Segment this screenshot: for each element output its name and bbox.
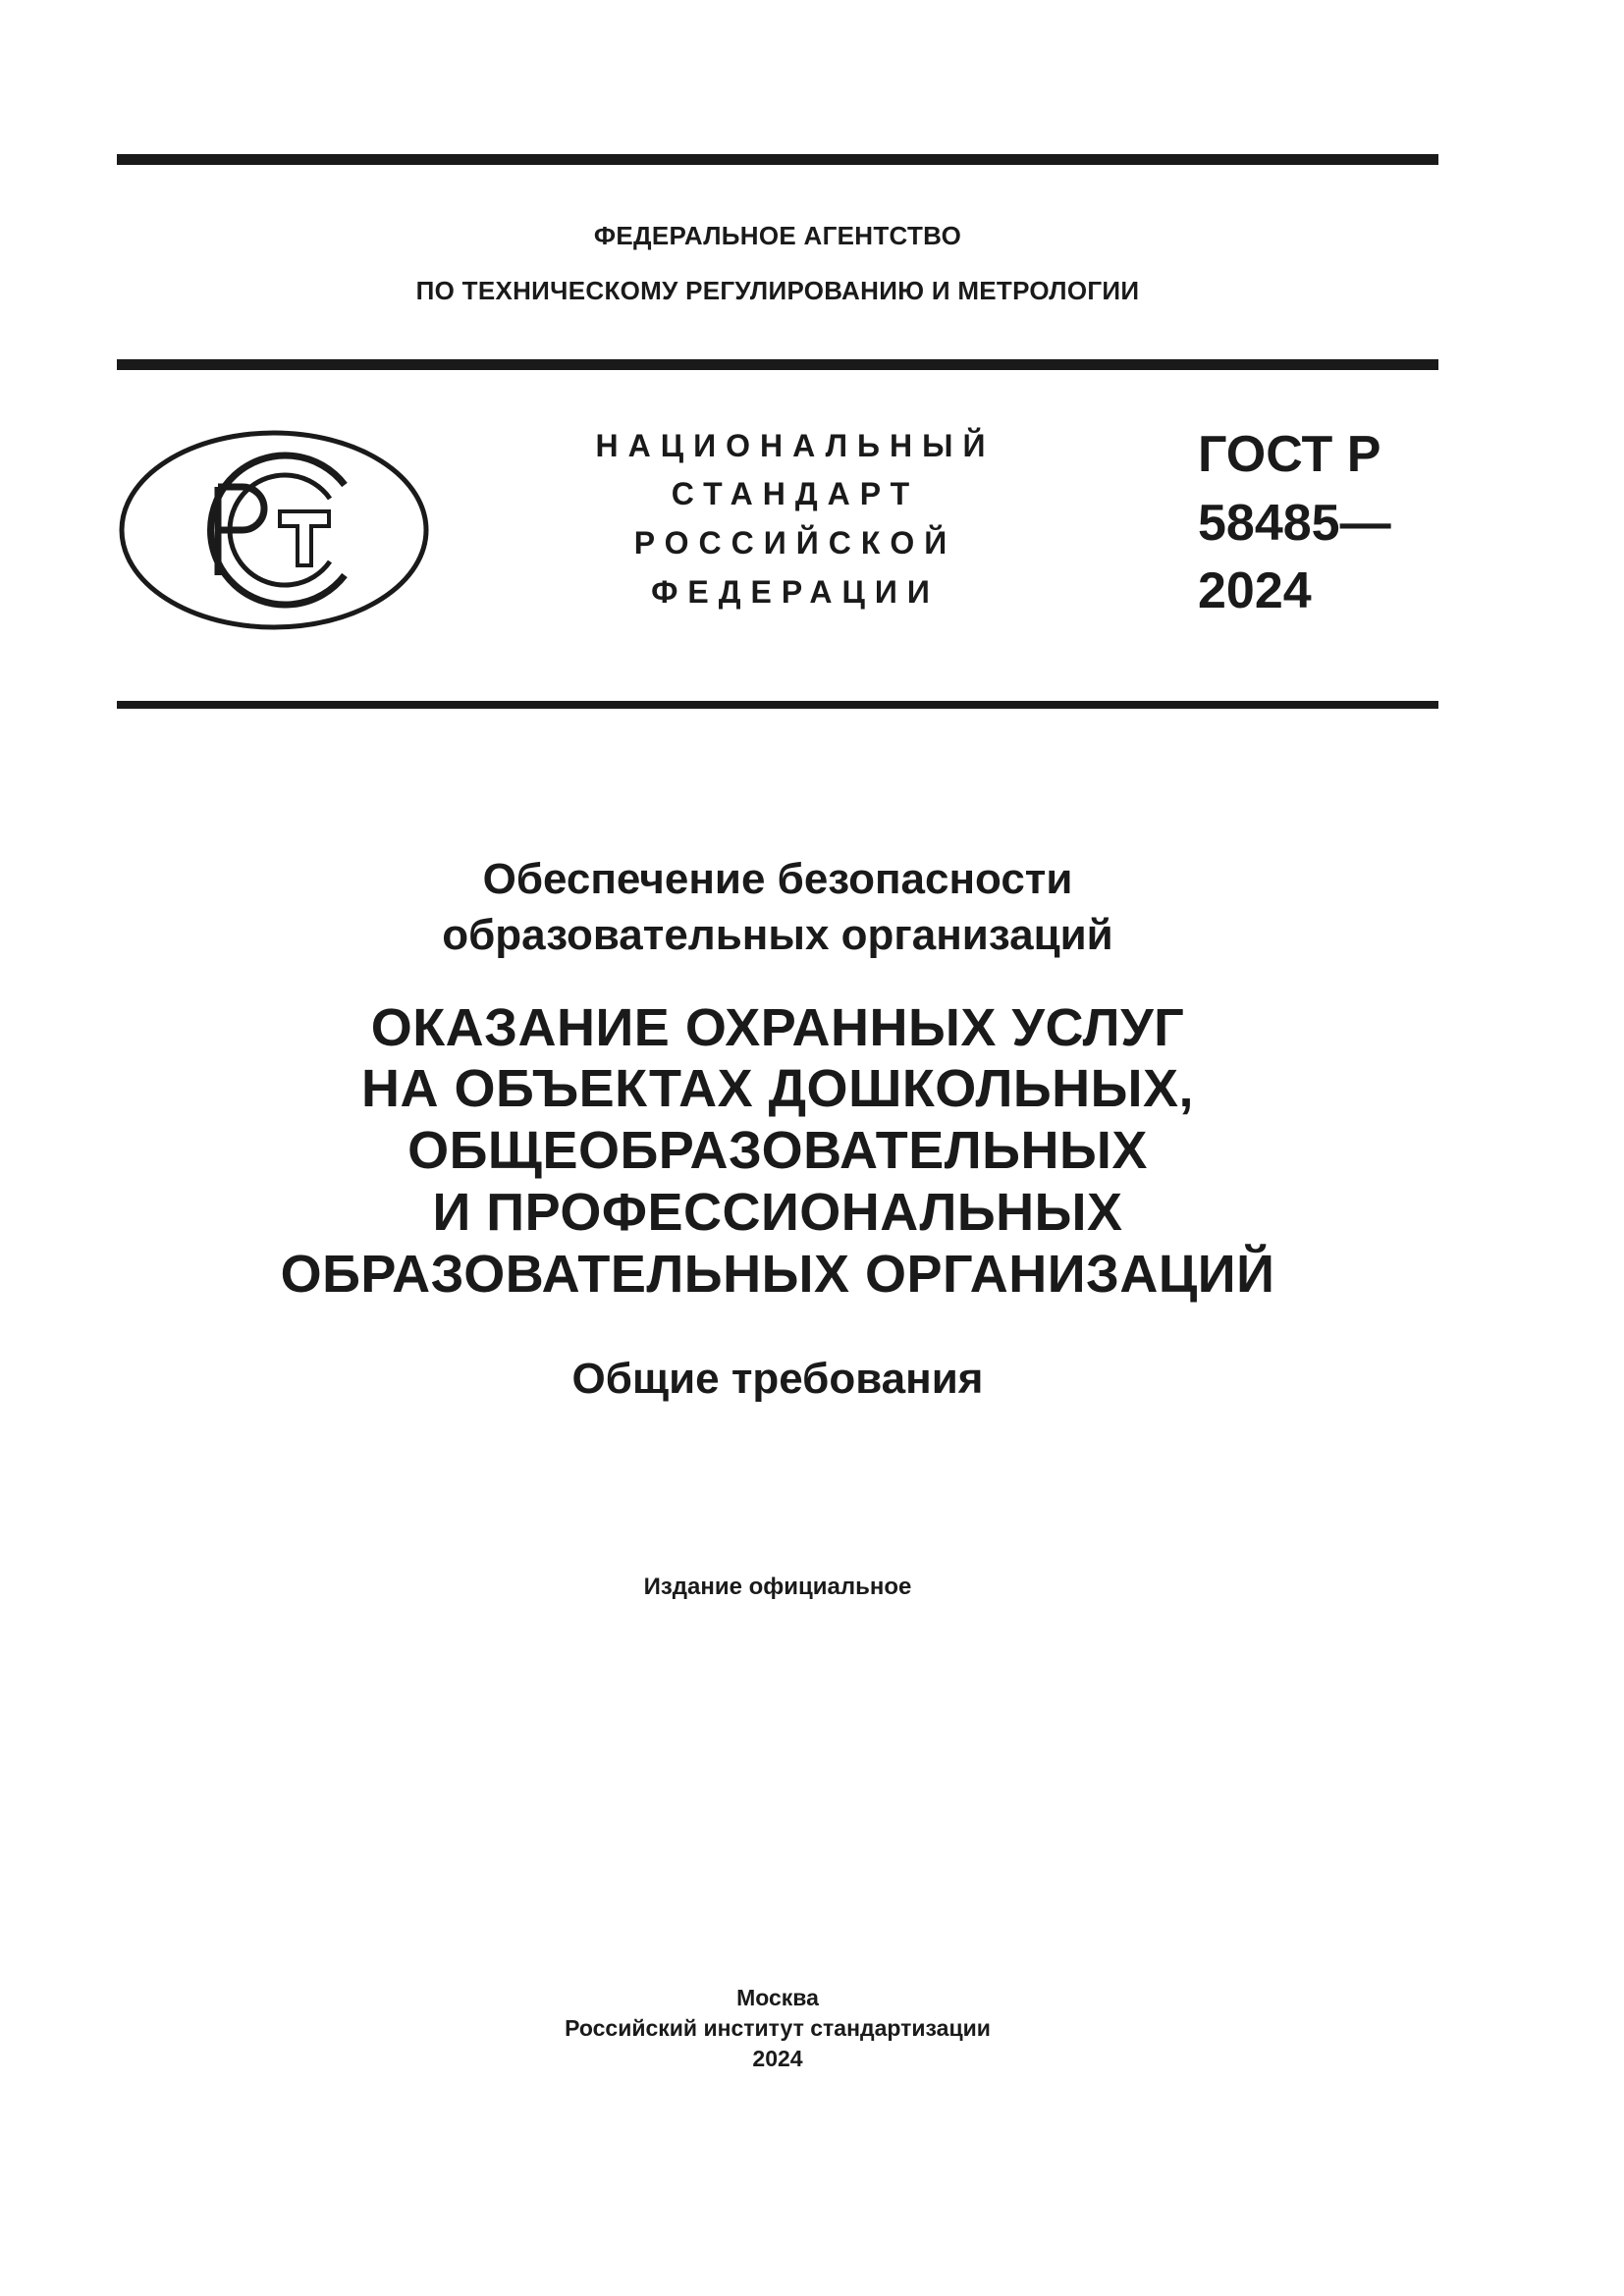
title-subtitle: Общие требования [571,1355,984,1403]
subject-line-2: образовательных организаций [442,911,1113,959]
designation-line-2: 58485— [1198,495,1391,552]
main-title-line-1: ОКАЗАНИЕ ОХРАННЫХ УСЛУГ [370,998,1185,1057]
designation-divider [117,701,1438,709]
designation-line-3: 2024 [1198,562,1312,619]
standard-type-line-3: РОССИЙСКОЙ [633,525,957,561]
subject-line-1: Обеспечение безопасности [482,855,1073,903]
standard-type-line-1: НАЦИОНАЛЬНЫЙ [595,428,996,463]
standard-type-line-2: СТАНДАРТ [671,476,920,511]
imprint-publisher: Российский институт стандартизации [565,2015,991,2041]
edition-label: Издание официальное [643,1574,912,1600]
top-divider [117,154,1438,165]
designation-line-1: ГОСТ Р [1198,426,1381,483]
imprint-year: 2024 [752,2046,803,2071]
agency-name-line-2: ПО ТЕХНИЧЕСКОМУ РЕГУЛИРОВАНИЮ И МЕТРОЛОГИИ [415,276,1140,305]
header-divider [117,359,1438,370]
main-title-line-2: НА ОБЪЕКТАХ ДОШКОЛЬНЫХ, [360,1059,1195,1118]
imprint-city: Москва [736,1985,819,2010]
agency-name-line-1: ФЕДЕРАЛЬНОЕ АГЕНТСТВО [593,221,962,250]
rst-certification-mark-icon [117,428,431,632]
standard-type-line-4: ФЕДЕРАЦИИ [651,574,940,610]
main-title-line-3: ОБЩЕОБРАЗОВАТЕЛЬНЫХ [407,1121,1148,1180]
main-title-line-5: ОБРАЗОВАТЕЛЬНЫХ ОРГАНИЗАЦИЙ [280,1245,1275,1304]
main-title-line-4: И ПРОФЕССИОНАЛЬНЫХ [432,1183,1123,1242]
